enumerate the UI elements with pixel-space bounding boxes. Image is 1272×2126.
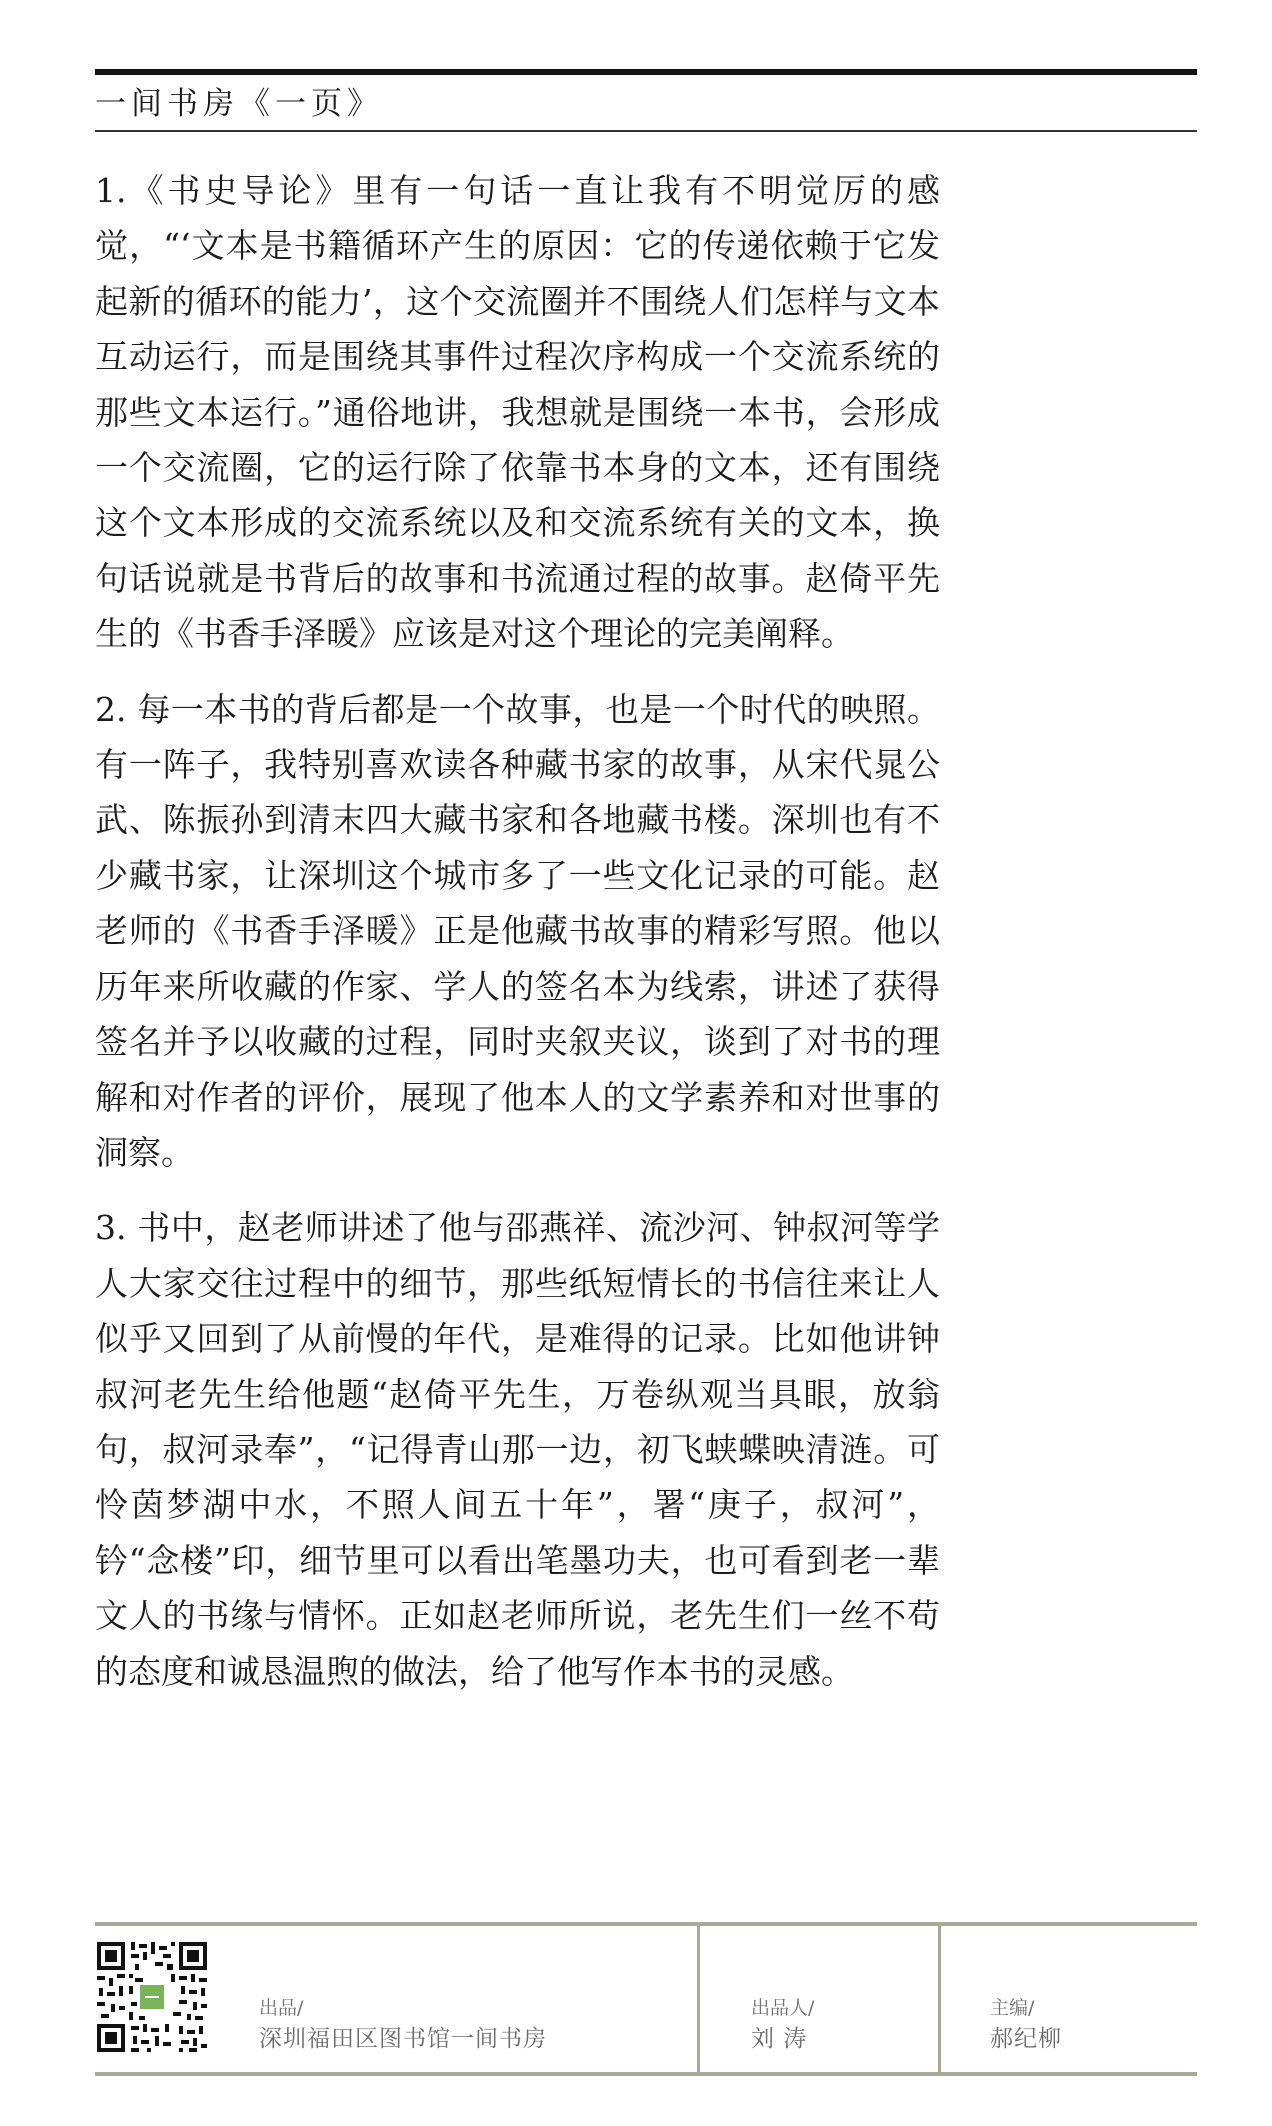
publisher-value: 深圳福田区图书馆一间书房 [259, 2026, 547, 2052]
footer-top-rule [95, 1922, 1197, 1926]
paragraph-1: 1.《书史导论》里有一句话一直让我有不明觉厉的感觉，“‘文本是书籍循环产生的原因：它的传递依赖于它发起新的循环的能力’，这个交流圈并不围绕人们怎样与文本互动运行，而是围绕其事件过程次序构成一个交流系统的那些文本运行。”通俗地讲，我想就是围绕一本书，会形成一个交流圈，它的运行除了依靠书本身的文本，还有围绕这个文本形成的交流系统以及和交流系统有关的文本，换句话说就是书背后的故事和书流通过程的故事。赵倚平先生的《书香手泽暖》应该是对这个理论的完美阐释。 [95, 171, 940, 654]
footer [95, 1922, 1197, 2082]
page-header-title: 一间书房《一页》 [95, 86, 383, 122]
footer-divider-2 [938, 1922, 941, 2076]
publisher-label: 出品/ [259, 1997, 304, 2019]
producer-label: 出品人/ [751, 1997, 815, 2019]
article-body [95, 163, 940, 1719]
editor-label: 主编/ [990, 1997, 1035, 2019]
top-rule [95, 69, 1197, 75]
paragraph-3: 3. 书中，赵老师讲述了他与邵燕祥、流沙河、钟叔河等学人大家交往过程中的细节，那些纸短情长的书信往来让人似乎又回到了从前慢的年代，是难得的记录。比如他讲钟叔河老先生给他题“赵倚平先生，万卷纵观当具眼，放翁句，叔河录奉”，“记得青山那一边，初飞蛱蝶映清涟。可怜茵梦湖中水，不照人间五十年”，署“庚子，叔河”，钤“念楼”印，细节里可以看出笔墨功夫，也可看到老一辈文人的书缘与情怀。正如赵老师所说，老先生们一丝不苟的态度和诚恳温煦的做法，给了他写作本书的灵感。 [95, 1208, 940, 1691]
qr-code-icon[interactable] [95, 1940, 209, 2054]
header-divider [95, 130, 1197, 132]
footer-bottom-rule [95, 2072, 1197, 2076]
editor-value: 郝纪柳 [990, 2026, 1062, 2052]
paragraph-2: 2. 每一本书的背后都是一个故事，也是一个时代的映照。有一阵子，我特别喜欢读各种藏书家的故事，从宋代晁公武、陈振孙到清末四大藏书家和各地藏书楼。深圳也有不少藏书家，让深圳这个城市多了一些文化记录的可能。赵老师的《书香手泽暖》正是他藏书故事的精彩写照。他以历年来所收藏的作家、学人的签名本为线索，讲述了获得签名并予以收藏的过程，同时夹叙夹议，谈到了对书的理解和对作者的评价，展现了他本人的文学素养和对世事的洞察。 [95, 689, 940, 1172]
producer-value: 刘 涛 [751, 2026, 808, 2052]
footer-divider-1 [697, 1922, 700, 2076]
